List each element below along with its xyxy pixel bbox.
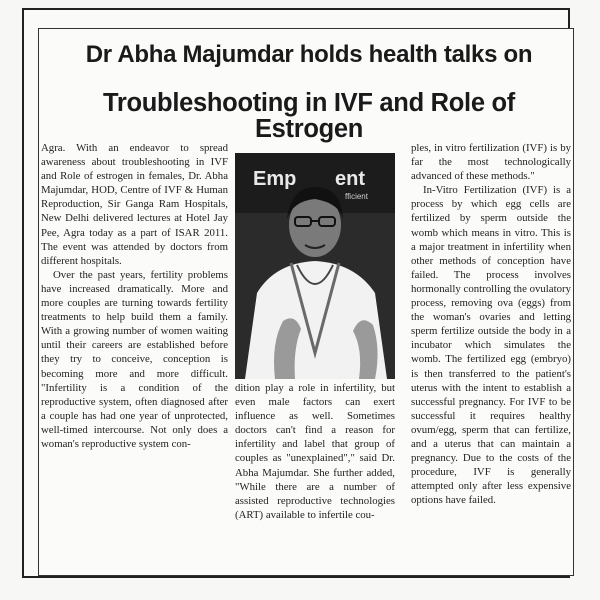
- backdrop-text-right: ent: [335, 168, 365, 190]
- article-column-2: [235, 381, 395, 581]
- article-column-3: [411, 141, 571, 581]
- clipping-outer-frame: [22, 8, 570, 578]
- article-column-1: [41, 141, 228, 586]
- headline-line-2: Troubleshooting in IVF and Role of Estrogen: [103, 89, 515, 143]
- clipping-inner-frame: [38, 28, 574, 576]
- backdrop-text-left: Emp: [253, 168, 297, 190]
- article-paragraph: Over the past years, fertility problems have increased dramatically. More and more couples are turning towards fertility treatments to help build them a family. With a growing number of women waiting until their careers are established before they try to conceive, conception is becoming more and more difficult. "Infertility is a condition of the reproductive system, often diagnosed after a couple has had one year of unprotected, well-timed intercourse. Not only does a woman's reproductive system con-: [41, 268, 228, 450]
- backdrop-text-small: fficient: [345, 192, 368, 201]
- headline-line-1: Dr Abha Majumdar holds health talks on: [85, 41, 533, 68]
- article-paragraph: ples, in vitro fertilization (IVF) is by far the most technologically advanced of these methods.": [411, 142, 571, 183]
- article-paragraph: In-Vitro Fertilization (IVF) is a process by which egg cells are fertilized by sperm outside the womb which means in vitro. This is a major treatment in infertility when other methods of conception have failed. The process involves hormonally controlling the ovulatory process, removing ova (eggs) from the woman's ovaries and letting sperm fertilize outside the body in a incubator which simulates the womb. The fertilized egg (embryo) is then transferred to the patient's uterus with the intent to establish a successful pregnancy. For IVF to be successful it requires healthy ovum/egg, sperm that can fertilize, and a uterus that can maintain a pregnancy. Due to the costs of the procedure, IVF is generally attempted only after less expensive options have failed.: [411, 184, 571, 507]
- article-paragraph: Agra. With an endeavor to spread awareness about troubleshooting in IVF and Role of estrogen in females, Dr. Abha Majumdar, HOD, Centre of IVF & Human Reproduction, Sir Ganga Ram Hospitals, New Delhi delivered lectures at Hotel Jay Pee, Agra today as a part of ISAR 2011. The event was attended by doctors from different hospitals.: [41, 142, 228, 267]
- speaker-photo: [235, 153, 395, 379]
- article-paragraph: dition play a role in infertility, but even male factors can exert influence as well. Sometimes doctors can't find a reason for infertility and label that group of couples as "unexplained"," said Dr. Abha Majumdar. She further added, "While there are a number of assisted reproductive technologies (ART) available to infertile cou-: [235, 382, 395, 521]
- speaker-photo-graphic: [235, 153, 395, 379]
